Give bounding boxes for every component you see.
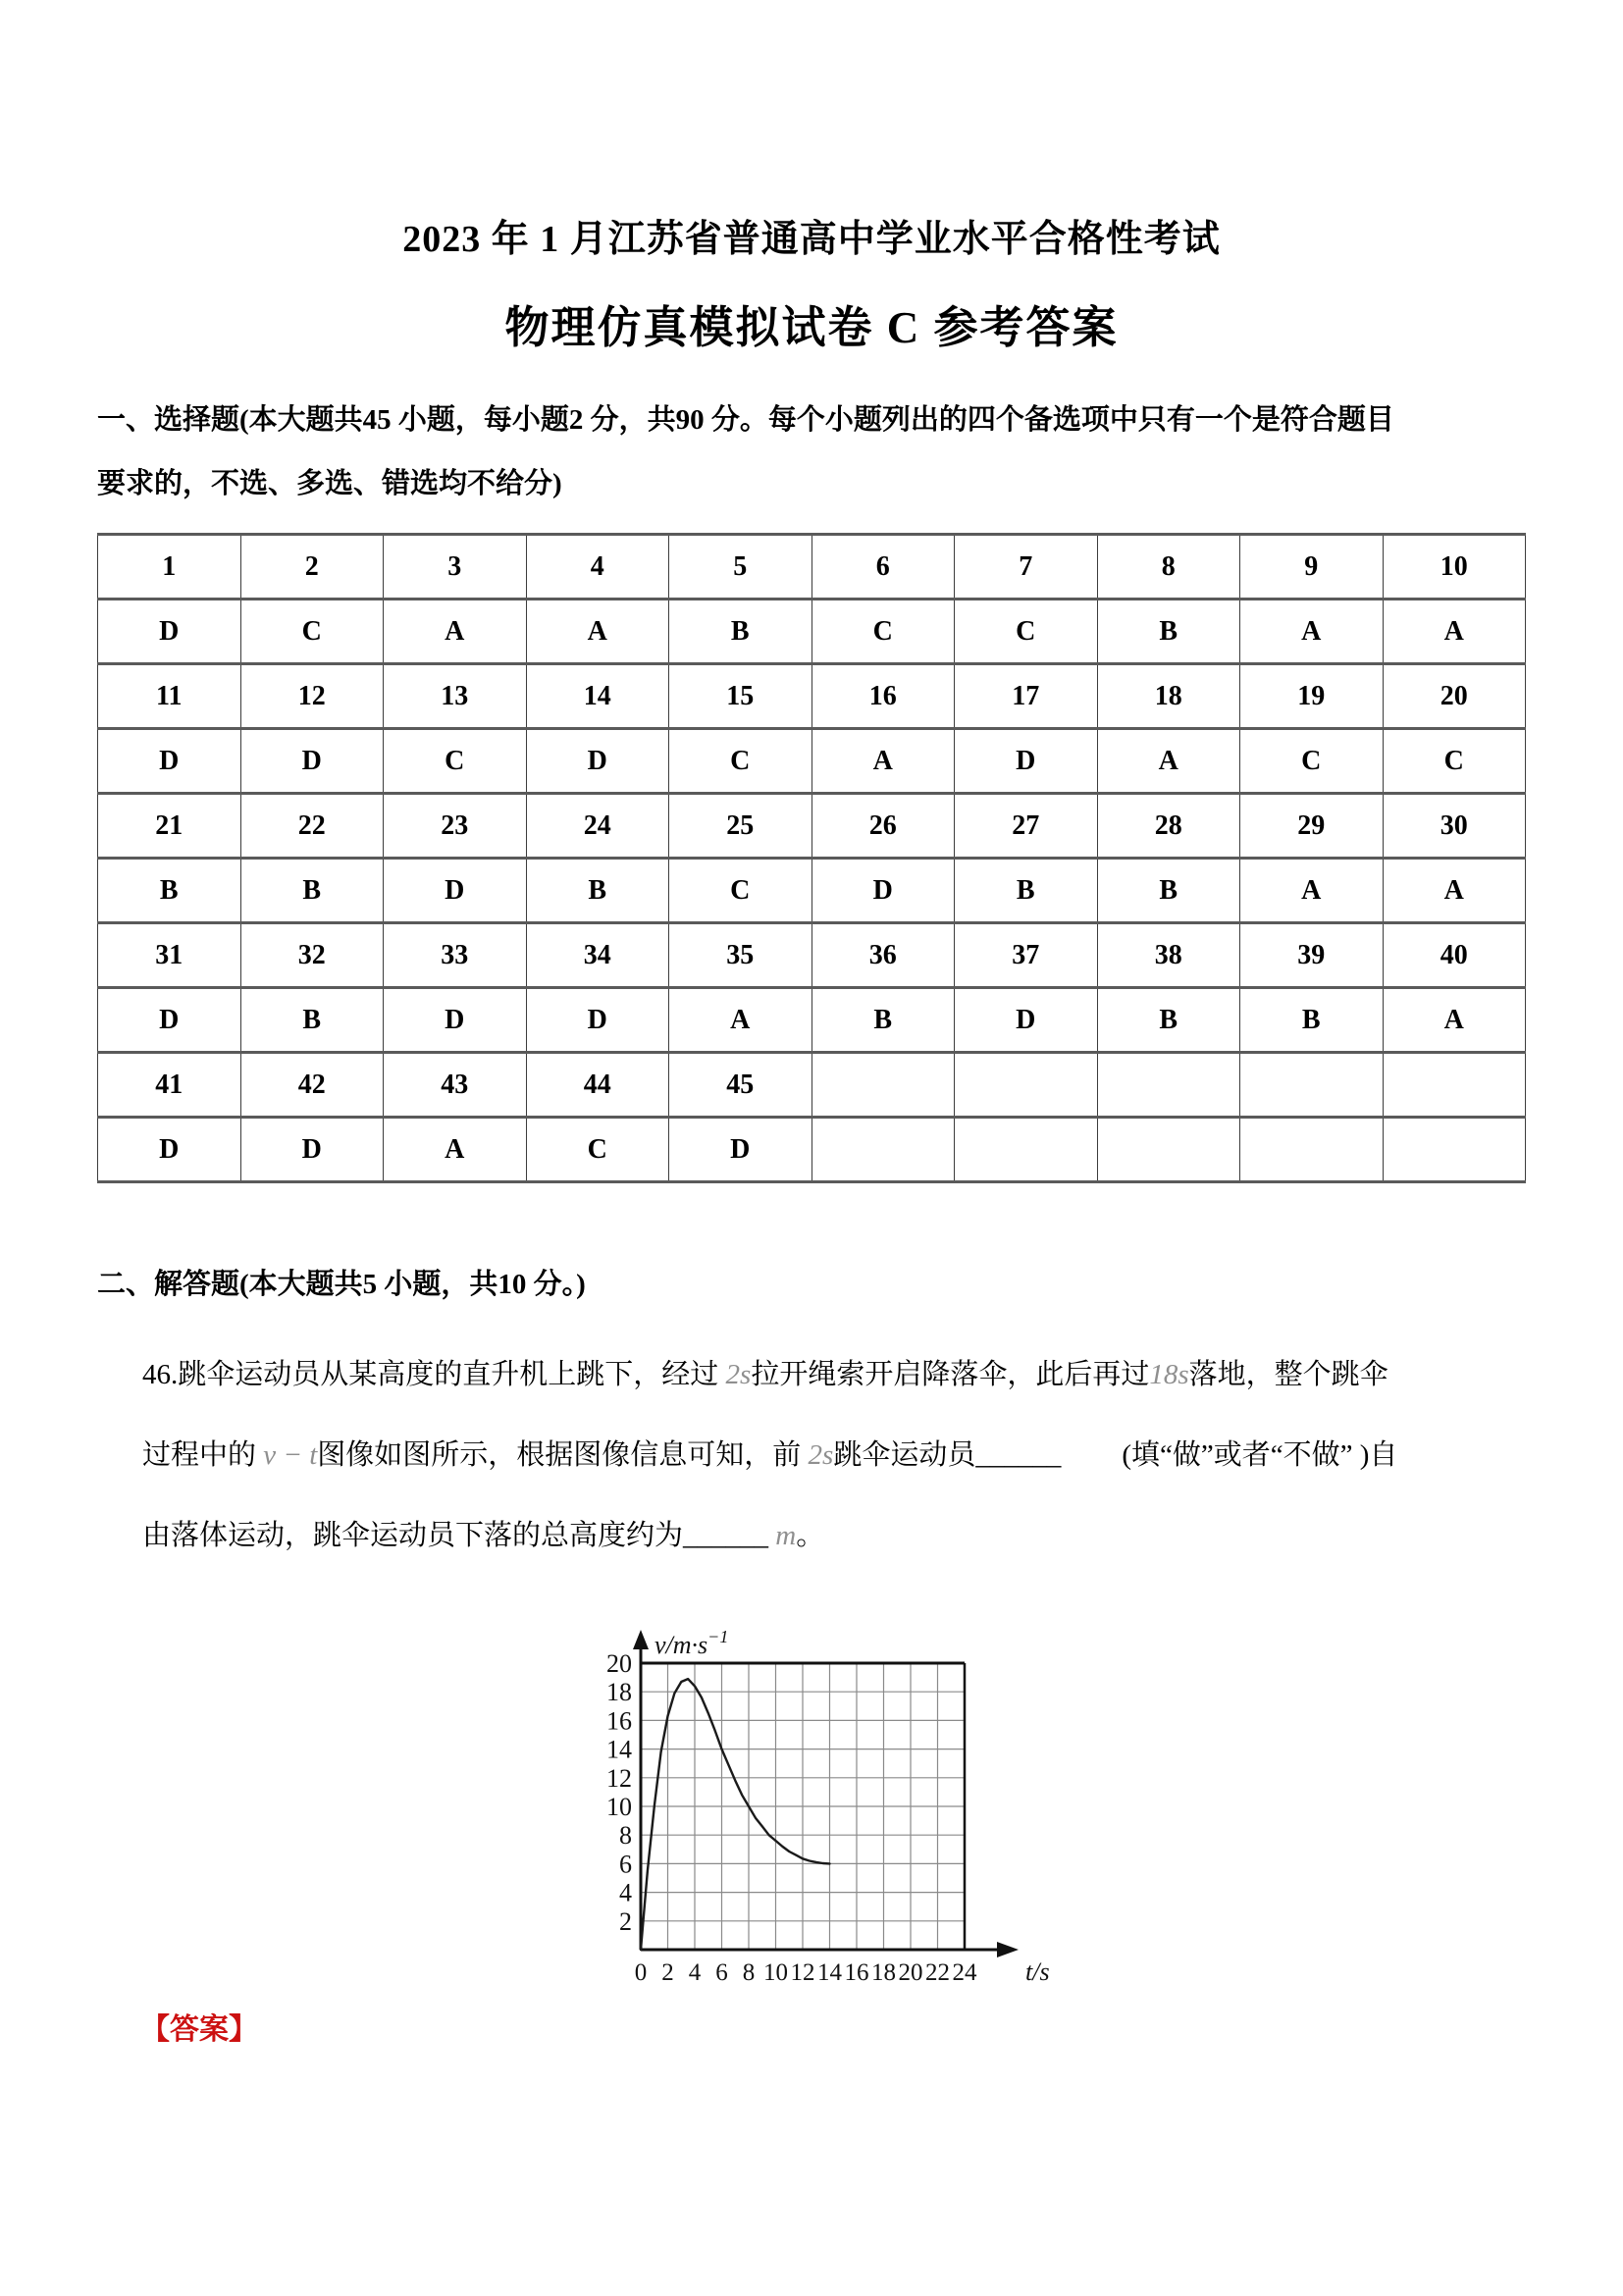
answer-cell: B (1097, 859, 1240, 923)
question-number-cell: 27 (955, 794, 1098, 859)
answer-cell: B (812, 988, 955, 1053)
answer-cell: C (669, 729, 812, 794)
answer-cell: C (1383, 729, 1526, 794)
answer-cell (1097, 1118, 1240, 1182)
y-axis-arrow (633, 1630, 649, 1649)
answer-cell: B (955, 859, 1098, 923)
question-number-cell: 41 (98, 1053, 241, 1118)
page-title: 2023 年 1 月江苏省普通高中学业水平合格性考试 (402, 219, 1221, 260)
answer-cell: A (1240, 859, 1384, 923)
svg-text:16: 16 (844, 1959, 869, 1986)
text-run: 拉开绳索开启降落伞，此后再过 (751, 1359, 1150, 1390)
question-46-line-1 (142, 1353, 1526, 1396)
question-number-cell: 45 (669, 1053, 812, 1118)
answer-cell: D (98, 729, 241, 794)
inline-math-2s: 2s (725, 1359, 752, 1390)
y-tick-labels (606, 1649, 632, 1936)
answer-cell: D (98, 988, 241, 1053)
question-number-cell (1097, 1053, 1240, 1118)
answer-cell: A (1097, 729, 1240, 794)
answer-cell: D (98, 1118, 241, 1182)
svg-text:2: 2 (661, 1959, 674, 1986)
answer-cell: B (669, 600, 812, 664)
page-subtitle: 物理仿真模拟试卷 C 参考答案 (504, 303, 1119, 352)
answer-cell: B (98, 859, 241, 923)
question-number-cell: 10 (1383, 535, 1526, 600)
question-number-cell: 1 (98, 535, 241, 600)
answer-cell (812, 1118, 955, 1182)
question-number-cell: 11 (98, 664, 241, 729)
answer-table-body (98, 535, 1526, 1182)
text-run: 落地，整个跳伞 (1188, 1359, 1388, 1390)
answer-cell: A (1240, 600, 1384, 664)
question-number-cell: 36 (812, 923, 955, 988)
question-number-cell: 13 (384, 664, 527, 729)
chart-grid (641, 1663, 965, 1950)
question-number-cell (812, 1053, 955, 1118)
question-number-cell: 44 (526, 1053, 669, 1118)
question-number-cell: 42 (240, 1053, 384, 1118)
svg-text:16: 16 (606, 1706, 632, 1736)
answer-row (98, 988, 1526, 1053)
answer-cell: C (240, 600, 384, 664)
question-number-cell: 32 (240, 923, 384, 988)
answer-cell: B (1097, 988, 1240, 1053)
answer-row (98, 600, 1526, 664)
text-run: (填“做”或者“不做” )自 (1122, 1439, 1398, 1471)
answer-cell: D (526, 729, 669, 794)
question-number-cell: 5 (669, 535, 812, 600)
answer-row (98, 1118, 1526, 1182)
question-number-cell: 26 (812, 794, 955, 859)
answer-section-label: 【答案】 (140, 2013, 258, 2046)
svg-text:4: 4 (619, 1878, 632, 1907)
question-number-cell: 34 (526, 923, 669, 988)
question-number-cell: 14 (526, 664, 669, 729)
question-number-cell: 17 (955, 664, 1098, 729)
answer-cell: A (1383, 600, 1526, 664)
answer-cell: D (526, 988, 669, 1053)
svg-text:0: 0 (634, 1959, 648, 1986)
question-number-cell: 37 (955, 923, 1098, 988)
svg-text:22: 22 (925, 1959, 950, 1986)
answer-cell: C (812, 600, 955, 664)
question-number-cell: 4 (526, 535, 669, 600)
question-number-cell: 12 (240, 664, 384, 729)
svg-text:24: 24 (952, 1959, 977, 1986)
question-number-row (98, 923, 1526, 988)
question-number-cell (1383, 1053, 1526, 1118)
question-number-cell: 6 (812, 535, 955, 600)
question-number-cell: 31 (98, 923, 241, 988)
answer-cell: A (812, 729, 955, 794)
answer-cell: A (384, 1118, 527, 1182)
question-number-cell: 9 (1240, 535, 1384, 600)
question-number-cell (955, 1053, 1098, 1118)
answer-cell: B (240, 988, 384, 1053)
vt-chart (600, 1624, 1071, 1997)
answer-cell: A (669, 988, 812, 1053)
svg-text:8: 8 (742, 1959, 756, 1986)
svg-text:12: 12 (790, 1959, 815, 1986)
answer-cell: D (955, 729, 1098, 794)
inline-math-18s: 18s (1149, 1359, 1189, 1390)
answer-row (98, 729, 1526, 794)
question-number-cell: 24 (526, 794, 669, 859)
answer-cell: D (955, 988, 1098, 1053)
answer-cell (1240, 1118, 1384, 1182)
section1-heading (97, 400, 1526, 503)
svg-text:18: 18 (606, 1678, 632, 1707)
question-number-cell: 39 (1240, 923, 1384, 988)
svg-text:20: 20 (606, 1649, 632, 1678)
svg-text:10: 10 (763, 1959, 788, 1986)
answer-cell: C (669, 859, 812, 923)
question-number-cell: 21 (98, 794, 241, 859)
question-number-cell: 30 (1383, 794, 1526, 859)
answer-cell: C (384, 729, 527, 794)
question-number-cell: 25 (669, 794, 812, 859)
answer-cell: B (240, 859, 384, 923)
answer-cell: D (812, 859, 955, 923)
answer-cell (1383, 1118, 1526, 1182)
answer-cell (955, 1118, 1098, 1182)
svg-text:14: 14 (606, 1735, 632, 1764)
svg-text:4: 4 (688, 1959, 702, 1986)
velocity-curve (641, 1679, 830, 1950)
question-number-cell: 8 (1097, 535, 1240, 600)
svg-text:6: 6 (715, 1959, 728, 1986)
answer-cell: D (240, 729, 384, 794)
question-number-cell (1240, 1053, 1384, 1118)
answer-cell: A (526, 600, 669, 664)
inline-math-m: m (775, 1520, 797, 1551)
question-number-cell: 38 (1097, 923, 1240, 988)
question-number-cell: 28 (1097, 794, 1240, 859)
question-number-cell: 3 (384, 535, 527, 600)
question-number-row (98, 794, 1526, 859)
question-46 (142, 1353, 1526, 1557)
question-number-cell: 33 (384, 923, 527, 988)
question-number-cell: 23 (384, 794, 527, 859)
section1-heading-line1: 一、选择题(本大题共45 小题，每小题2 分，共90 分。每个小题列出的四个备选项中只有一个是符合题目 (97, 404, 1394, 436)
question-number-row (98, 1053, 1526, 1118)
text-run-with-blank: 由落体运动，跳伞运动员下落的总高度约为______ (142, 1520, 776, 1551)
answer-cell: A (384, 600, 527, 664)
svg-text:12: 12 (606, 1763, 632, 1793)
answer-cell: D (98, 600, 241, 664)
answer-cell: C (955, 600, 1098, 664)
answer-table (97, 533, 1526, 1183)
question-number-cell: 18 (1097, 664, 1240, 729)
answer-cell: D (240, 1118, 384, 1182)
answer-row (98, 859, 1526, 923)
svg-text:8: 8 (619, 1821, 632, 1851)
question-number-cell: 43 (384, 1053, 527, 1118)
svg-text:18: 18 (871, 1959, 896, 1986)
answer-cell: D (384, 988, 527, 1053)
answer-cell: B (1240, 988, 1384, 1053)
vt-graph-figure (600, 1624, 1071, 1997)
svg-text:2: 2 (619, 1906, 632, 1936)
question-number-cell: 15 (669, 664, 812, 729)
answer-cell: C (526, 1118, 669, 1182)
svg-text:10: 10 (606, 1793, 632, 1821)
answer-cell: D (384, 859, 527, 923)
svg-text:6: 6 (619, 1850, 632, 1879)
answer-cell: B (1097, 600, 1240, 664)
text-run: 图像如图所示，根据图像信息可知，前 (317, 1439, 809, 1471)
question-number-row (98, 535, 1526, 600)
inline-math-2s: 2s (808, 1439, 834, 1471)
answer-cell: A (1383, 988, 1526, 1053)
question-number-cell: 19 (1240, 664, 1384, 729)
question-number-row (98, 664, 1526, 729)
x-axis-arrow (997, 1942, 1019, 1957)
x-tick-labels (635, 1959, 977, 1986)
answer-cell: D (669, 1118, 812, 1182)
question-number-cell: 7 (955, 535, 1098, 600)
question-number-cell: 2 (240, 535, 384, 600)
x-axis-label: t/s (1025, 1957, 1050, 1986)
answer-cell: C (1240, 729, 1384, 794)
text-run: 46.跳伞运动员从某高度的直升机上跳下，经过 (142, 1359, 726, 1390)
question-number-cell: 20 (1383, 664, 1526, 729)
question-number-cell: 35 (669, 923, 812, 988)
inline-math-v-t: v − t (263, 1439, 318, 1471)
question-number-cell: 40 (1383, 923, 1526, 988)
question-46-line-2 (142, 1434, 1526, 1477)
question-number-cell: 22 (240, 794, 384, 859)
question-number-cell: 16 (812, 664, 955, 729)
text-run-with-blank: 跳伞运动员______ (833, 1439, 1062, 1471)
answer-cell: A (1383, 859, 1526, 923)
question-number-cell: 29 (1240, 794, 1384, 859)
question-46-line-3 (142, 1514, 1526, 1557)
answer-cell: B (526, 859, 669, 923)
y-axis-label: $v/m\cdot s^{-1}$ (654, 1627, 729, 1659)
svg-text:14: 14 (817, 1959, 842, 1986)
section2-heading: 二、解答题(本大题共5 小题，共10 分。) (97, 1269, 586, 1300)
text-run: 。 (796, 1520, 825, 1551)
section1-heading-line2: 要求的，不选、多选、错选均不给分) (97, 468, 562, 499)
svg-text:20: 20 (898, 1959, 923, 1986)
text-run: 过程中的 (142, 1439, 264, 1471)
